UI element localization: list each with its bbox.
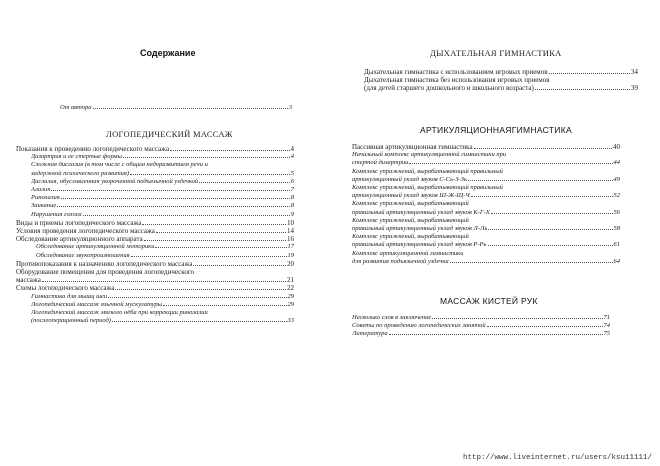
toc-row xyxy=(16,317,294,325)
toc-row xyxy=(16,243,294,251)
breathing-toc xyxy=(364,68,638,93)
toc-page: 4 xyxy=(290,145,294,153)
dot-leader xyxy=(108,297,286,298)
toc-page: 22 xyxy=(287,284,294,293)
dot-leader xyxy=(83,215,290,216)
toc-row xyxy=(16,161,294,169)
toc-page: 10 xyxy=(287,218,294,227)
hands-section-title: МАССАЖ КИСТЕЙ РУК xyxy=(440,296,538,306)
toc-row xyxy=(352,330,610,338)
toc-label: Дизартрия и ее стертые формы xyxy=(31,153,122,161)
toc-row xyxy=(16,186,294,194)
toc-page: 9 xyxy=(290,210,294,218)
dot-leader xyxy=(488,229,612,230)
toc-label: Нарушения голоса xyxy=(31,210,82,218)
toc-page: 17 xyxy=(287,243,294,251)
toc-page: 39 xyxy=(631,84,638,93)
toc-label: Комплекс упражнений, вырабатывающий правильный xyxy=(352,184,503,192)
dot-leader xyxy=(112,321,287,322)
dot-leader xyxy=(487,326,603,327)
toc-page: 7 xyxy=(290,186,294,194)
toc-page: 29 xyxy=(287,292,294,300)
toc-page: 16 xyxy=(287,235,294,244)
toc-label: Показания к проведению логопедического массажа xyxy=(16,145,170,153)
dot-leader xyxy=(389,334,603,335)
dot-leader xyxy=(468,180,613,181)
toc-page: 19 xyxy=(287,251,294,259)
massage-section-title: ЛОГОПЕДИЧЕСКИЙ МАССАЖ xyxy=(106,129,233,139)
toc-row xyxy=(16,235,294,243)
toc-label: Начальный комплекс артикуляционной гимнастики при xyxy=(352,151,507,159)
dot-leader xyxy=(57,206,290,207)
toc-label: Несколько слов в заключение xyxy=(352,314,432,321)
toc-label: правильный артикуляционный уклад звуков Л-Ль xyxy=(352,225,488,233)
toc-row xyxy=(352,225,620,233)
toc-label: Дыхательная гимнастика с использованием игровых приемов xyxy=(364,68,548,76)
toc-row xyxy=(352,322,610,330)
dot-leader xyxy=(123,157,290,158)
right-page xyxy=(330,0,660,466)
toc-row xyxy=(352,314,610,322)
dot-leader xyxy=(488,245,613,246)
toc-row xyxy=(16,284,294,292)
artic-toc xyxy=(352,143,620,266)
toc-page: 29 xyxy=(287,300,294,308)
toc-label: правильный артикуляционный уклад звуков Р-Рь xyxy=(352,241,487,249)
toc-row xyxy=(16,219,294,227)
toc-label: Гимнастика для мышц шеи xyxy=(31,292,108,300)
toc-page: 20 xyxy=(287,259,294,268)
left-toc xyxy=(16,145,294,325)
toc-row xyxy=(16,227,294,235)
toc-label: Обследование артикуляционного аппарата xyxy=(16,235,143,244)
dot-leader xyxy=(163,305,286,306)
toc-label: правильный артикуляционный уклад звуков К-Г-Х xyxy=(352,208,490,216)
toc-row xyxy=(364,84,638,92)
dot-leader xyxy=(549,73,630,74)
dot-leader xyxy=(115,289,286,290)
toc-page: 8 xyxy=(290,202,294,210)
toc-page: 8 xyxy=(290,194,294,202)
watermark-url: http://www.liveinternet.ru/users/ksu11111/ xyxy=(462,454,652,462)
toc-label: Оборудование помещения для проведения логопедического xyxy=(16,268,195,277)
toc-row xyxy=(16,268,294,276)
toc-label: Условия проведения логопедического массажа xyxy=(16,227,155,236)
toc-label: (послеоперационный период) xyxy=(31,317,111,325)
toc-row xyxy=(16,309,294,317)
toc-label: Логопедический массаж язычной мускулатуры xyxy=(31,300,163,308)
toc-row xyxy=(352,258,620,266)
dot-leader xyxy=(142,224,286,225)
toc-row xyxy=(352,151,620,159)
toc-label: артикуляционный уклад звуков С-Сь-З-Зь xyxy=(352,175,467,183)
toc-row xyxy=(16,301,294,309)
dot-leader xyxy=(156,232,286,233)
toc-label: Обследование звукопроизношения xyxy=(36,251,130,259)
dot-leader xyxy=(61,198,290,199)
toc-label: Обследование артикуляционной моторики xyxy=(36,243,155,251)
toc-label: (для детей старшего дошкольного и школьного возраста) xyxy=(364,84,534,93)
toc-row xyxy=(16,153,294,161)
toc-page: 6 xyxy=(290,177,294,185)
toc-row xyxy=(352,159,620,167)
toc-label: Дыхательная гимнастика без использования игровых приемов xyxy=(364,76,550,85)
toc-label: Логопедический массаж мягкого нёба при коррекции ринолалии xyxy=(31,309,208,317)
toc-row xyxy=(352,250,620,258)
toc-label: артикуляционный уклад звуков Ш-Ж-Щ-Ч xyxy=(352,192,470,200)
toc-row xyxy=(352,192,620,200)
author-row-container xyxy=(60,104,292,112)
toc-page: 56 xyxy=(613,208,620,216)
toc-page: 14 xyxy=(287,227,294,236)
dot-leader xyxy=(144,240,286,241)
toc-page: 34 xyxy=(631,68,638,76)
toc-page: 52 xyxy=(613,192,620,200)
toc-label: Сложная дислалия (в том числе с общим недоразвитием речи и xyxy=(31,161,208,169)
toc-page: 49 xyxy=(613,175,620,183)
toc-label: От автора xyxy=(60,104,92,111)
toc-label: Комплекс артикуляционной гимнастики xyxy=(352,249,464,257)
dot-leader xyxy=(131,256,287,257)
toc-row xyxy=(16,252,294,260)
toc-page: 4 xyxy=(290,153,294,161)
toc-label: Схемы логопедического массажа xyxy=(16,284,115,293)
toc-row xyxy=(16,293,294,301)
toc-row xyxy=(364,76,638,84)
toc-row xyxy=(352,176,620,184)
dot-leader xyxy=(130,174,290,175)
toc-row xyxy=(16,211,294,219)
toc-row xyxy=(352,200,620,208)
toc-page: 33 xyxy=(287,317,294,325)
toc-page: 75 xyxy=(603,330,610,338)
toc-label: Литература xyxy=(352,330,388,338)
toc-row xyxy=(16,178,294,186)
toc-page: 5 xyxy=(290,169,294,177)
toc-page: 3 xyxy=(288,104,292,111)
toc-label: Виды и приемы логопедического массажа xyxy=(16,218,142,227)
dot-leader xyxy=(409,163,612,164)
toc-row xyxy=(352,184,620,192)
toc-page: 74 xyxy=(603,322,610,330)
dot-leader xyxy=(535,89,630,90)
toc-label: Комплекс упражнений, вырабатывающий xyxy=(352,200,469,208)
toc-label: Пассивная артикуляционная гимнастика xyxy=(352,143,473,151)
toc-row xyxy=(352,143,620,151)
toc-row-author xyxy=(60,104,292,112)
toc-row xyxy=(16,194,294,202)
toc-page: 21 xyxy=(287,276,294,285)
dot-leader xyxy=(432,318,602,319)
dot-leader xyxy=(450,262,613,263)
toc-label: Алалия xyxy=(31,186,51,194)
artic-section-title: АРТИКУЛЯЦИОННАЯГИМНАСТИКА xyxy=(420,125,572,135)
toc-row xyxy=(352,233,620,241)
dot-leader xyxy=(491,213,613,214)
toc-label: массажа xyxy=(16,276,41,285)
toc-page: 61 xyxy=(613,241,620,249)
dot-leader xyxy=(193,265,286,266)
dot-leader xyxy=(155,247,286,248)
toc-label: Комплекс упражнений, вырабатывающий правильный xyxy=(352,167,503,175)
toc-label: для развития подъязычной уздечки xyxy=(352,257,449,265)
final-toc xyxy=(352,314,610,339)
toc-page: 44 xyxy=(613,159,620,167)
toc-row xyxy=(352,217,620,225)
toc-page: 64 xyxy=(613,257,620,265)
dot-leader xyxy=(474,148,612,149)
toc-label: Советы по проведению логопедических занятий xyxy=(352,322,486,330)
toc-row xyxy=(352,209,620,217)
dot-leader xyxy=(51,190,290,191)
toc-label: Дислалия, обусловленная укороченной подъязычной уздечкой xyxy=(31,177,199,185)
toc-page: 71 xyxy=(603,314,610,321)
toc-page: 40 xyxy=(613,143,620,151)
toc-row xyxy=(16,202,294,210)
toc-row xyxy=(352,168,620,176)
toc-label: Заикание xyxy=(31,202,57,210)
toc-row xyxy=(16,276,294,284)
toc-row xyxy=(16,170,294,178)
toc-label: Противопоказания к назначению логопедического массажа xyxy=(16,259,193,268)
toc-label: Комплекс упражнений, вырабатывающий xyxy=(352,233,469,241)
toc-label: Ринолалия xyxy=(31,194,60,202)
toc-row xyxy=(16,145,294,153)
dot-leader xyxy=(170,150,289,151)
breathing-section-title: ДЫХАТЕЛЬНАЯ ГИМНАСТИКА xyxy=(430,48,562,58)
dot-leader xyxy=(42,281,286,282)
dot-leader xyxy=(471,196,613,197)
toc-row xyxy=(352,241,620,249)
dot-leader xyxy=(199,182,290,183)
toc-row xyxy=(16,260,294,268)
contents-title: Содержание xyxy=(140,48,196,58)
toc-page: 58 xyxy=(613,225,620,233)
toc-label: стертой дизартрии xyxy=(352,159,409,167)
toc-row xyxy=(364,68,638,76)
toc-label: задержкой психического развития) xyxy=(31,169,130,177)
toc-label: Комплекс упражнений, вырабатывающий xyxy=(352,216,469,224)
